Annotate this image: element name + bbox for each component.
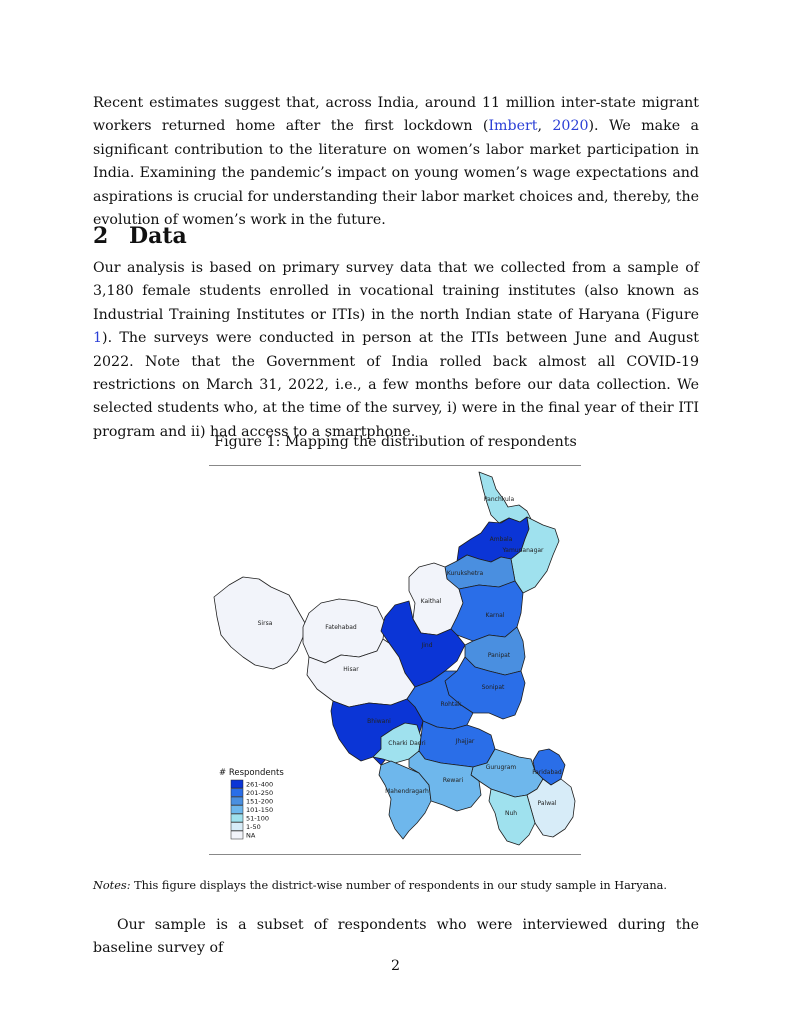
legend-label: NA [246, 831, 256, 840]
legend-items [231, 780, 273, 840]
legend-label: 201-250 [246, 789, 274, 797]
page-number: 2 [390, 958, 401, 974]
district-label-nuh: Nuh [504, 810, 518, 817]
citation-author-link[interactable]: Imbert [488, 118, 538, 135]
district-label-jind: Jind [421, 642, 433, 649]
district-label-fatehabad: Fatehabad [325, 624, 357, 631]
district-label-ambala: Ambala [489, 536, 513, 543]
section-title: Data [129, 223, 187, 249]
paragraph-sample: Our sample is a subset of respondents who were interviewed during the baseline survey of [93, 917, 699, 957]
paragraph-intro-text-1: Recent estimates suggest that, across India, around 11 million inter-state migrant workers returned home after the first lockdown ( [93, 95, 699, 135]
district-label-charki-dadri: Charki Dadri [388, 740, 426, 747]
paragraph-intro [93, 92, 699, 232]
district-label-rohtak: Rohtak [440, 701, 462, 708]
legend-swatch [231, 780, 243, 788]
legend-label: 151-200 [246, 797, 274, 806]
legend-swatch [231, 789, 243, 797]
figure-notes [93, 878, 699, 894]
legend-label: 261-400 [246, 780, 274, 789]
district-label-gurugram: Gurugram [485, 764, 517, 771]
notes-label: Notes: [93, 879, 131, 892]
district-label-faridabad: Faridabad [532, 769, 562, 776]
legend-swatch [231, 797, 243, 805]
district-label-kaithal: Kaithal [420, 598, 442, 605]
paragraph-data-text-1: Our analysis is based on primary survey data that we collected from a sample of 3,180 female students enrolled in vocational training institutes (also known as Industrial Training Institutes or ITIs) in the north Indian state of Haryana (Figure [93, 260, 699, 323]
haryana-district-map [209, 467, 581, 853]
map-legend [219, 768, 284, 840]
district-label-sirsa: Sirsa [257, 620, 273, 627]
legend-swatch [231, 806, 243, 814]
figure-reference-link[interactable]: 1 [93, 330, 103, 347]
district-label-panchkula: Panchkula [483, 496, 515, 503]
district-label-jhajjar: Jhajjar [455, 738, 475, 745]
legend-label: 101-150 [246, 806, 274, 814]
section-number: 2 [93, 223, 109, 249]
figure-caption: Figure 1: Mapping the distribution of respondents [214, 434, 577, 450]
district-label-bhiwani: Bhiwani [367, 718, 391, 725]
paragraph-intro-text-2: ). We make a significant contribution to the literature on women’s labor market participation in India. Examining the pandemic’s impact on young women’s wage expectations and aspirations is crucial for understanding their labor market choices and, thereby, the evolution of women’s work in the future. [93, 118, 699, 229]
citation-year-link[interactable]: 2020 [552, 118, 589, 135]
district-label-hisar: Hisar [343, 666, 359, 673]
district-label-karnal: Karnal [485, 612, 505, 619]
figure-top-rule [209, 465, 581, 466]
legend-label: 1-50 [246, 823, 261, 831]
district-label-rewari: Rewari [442, 777, 464, 784]
figure-bottom-rule [209, 854, 581, 855]
section-heading [93, 221, 187, 251]
notes-text: This figure displays the district-wise number of respondents in our study sample in Haryana. [130, 879, 667, 892]
citation-separator: , [537, 118, 553, 135]
legend-swatch [231, 831, 243, 839]
district-label-palwal: Palwal [537, 800, 557, 807]
district-label-panipat: Panipat [487, 652, 511, 659]
paragraph-data [93, 257, 699, 444]
legend-swatch [231, 814, 243, 822]
district-label-yamunanagar: Yamunanagar [502, 547, 544, 554]
district-nuh [489, 789, 535, 845]
district-label-mahendragarh: Mahendragarh [385, 788, 429, 795]
district-label-kurukshetra: Kurukshetra [446, 570, 484, 577]
legend-title: # Respondents [219, 768, 284, 778]
paragraph-data-text-2: ). The surveys were conducted in person at the ITIs between June and August 2022. Note that the Government of India rolled back almost all COVID-19 restrictions on March 31, 2022, i.e., a few months before our data collection. We selected students who, at the time of the survey, i) were in the final year of their ITI program and ii) had access to a smartphone. [93, 330, 699, 440]
legend-swatch [231, 823, 243, 831]
legend-label: 51-100 [246, 814, 270, 823]
district-label-sonipat: Sonipat [481, 684, 505, 691]
